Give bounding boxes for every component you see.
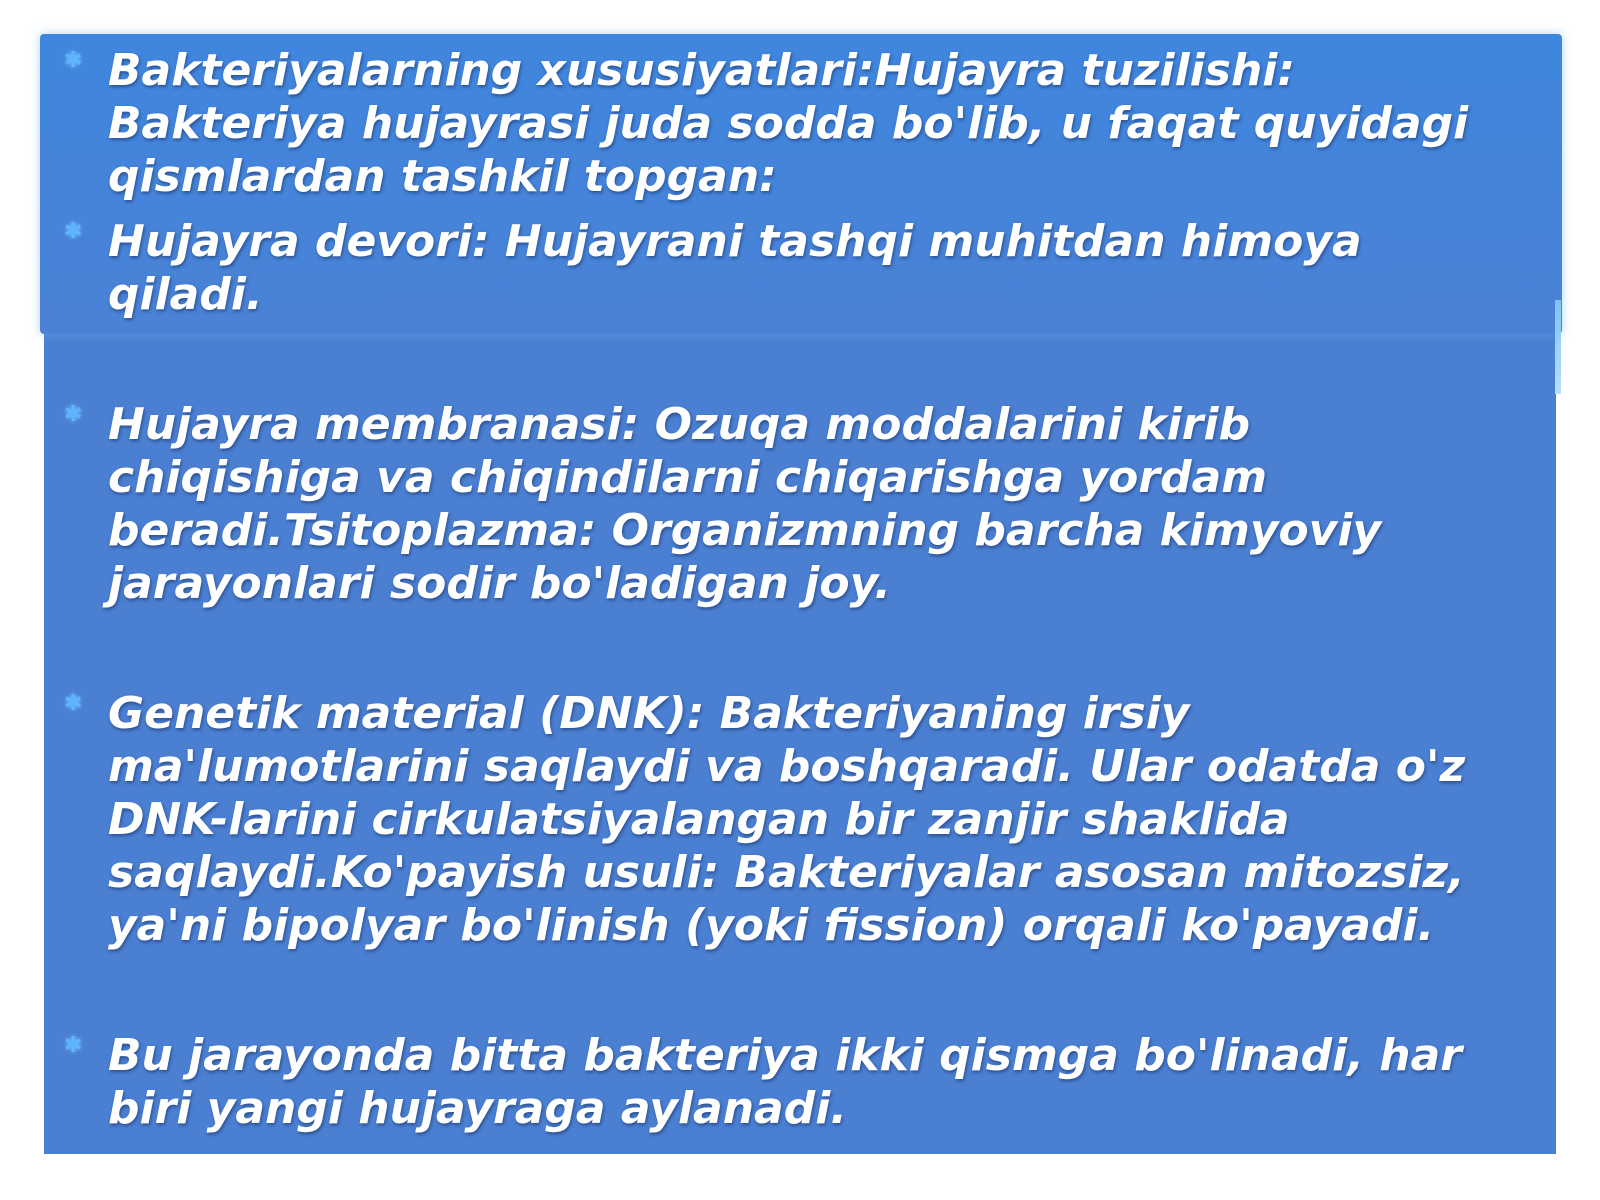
bullet-item: [60, 398, 1510, 610]
bullet-item: [60, 215, 1510, 321]
bullet-text: Genetik material (DNK): Bakteriyaning irsiy ma'lumotlarini saqlaydi va boshqaradi. Ular odatda o'z DNK-larini cirkulatsiyalangan bir zanjir shaklida saqlaydi.Ko'payish usuli: Bakteriyalar asosan mitozsiz, ya'ni bipolyar bo'linish (yoki fission) orqali ko'payadi.: [108, 688, 1466, 951]
bullet-item: [60, 1029, 1510, 1135]
slide-band-accent: [1555, 300, 1561, 394]
bullet-item: [60, 687, 1510, 952]
bullet-text: Hujayra membranasi: Ozuqa moddalarini kirib chiqishiga va chiqindilarni chiqarishga yordam beradi.Tsitoplazma: Organizmning barcha kimyoviy jarayonlari sodir bo'ladigan joy.: [108, 399, 1382, 609]
bullet-text: Bu jarayonda bitta bakteriya ikki qismga bo'linadi, har biri yangi hujayraga aylanadi.: [108, 1030, 1463, 1134]
star-bullet-icon: ✱: [64, 691, 83, 716]
bullet-text: Hujayra devori: Hujayrani tashqi muhitdan himoya qiladi.: [108, 216, 1362, 320]
star-bullet-icon: ✱: [64, 219, 83, 244]
bullet-list: [60, 44, 1510, 1135]
star-bullet-icon: ✱: [64, 402, 83, 427]
star-bullet-icon: ✱: [64, 48, 83, 73]
bullet-item: [60, 44, 1510, 203]
bullet-text: Bakteriyalarning xususiyatlari:Hujayra tuzilishi: Bakteriya hujayrasi juda sodda bo'lib, u faqat quyidagi qismlardan tashkil topgan:: [108, 45, 1469, 202]
star-bullet-icon: ✱: [64, 1033, 83, 1058]
